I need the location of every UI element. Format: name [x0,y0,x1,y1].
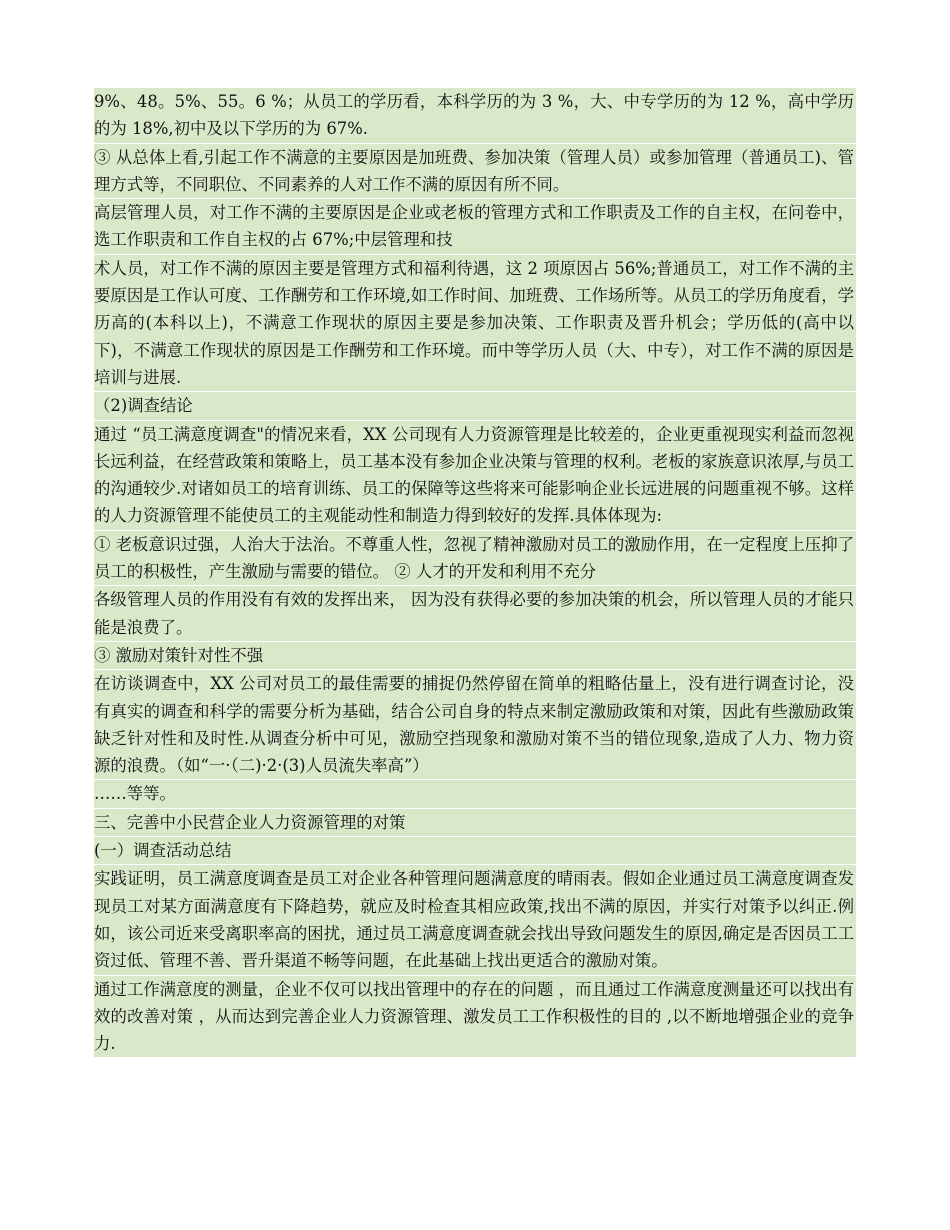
paragraph-survey-overview: 通过 “员工满意度调查"的情况来看，XX 公司现有人力资源管理是比较差的，企业更重视现实利益而忽视长远利益，在经营政策和策略上，员工基本没有参加企业决策与管理的权利。老板的家族意识浓厚,与员工的沟通较少.对诸如员工的培育训练、员工的保障等这些将来可能影响企业长远进展的问题重视不够。这样的人力资源管理不能使员工的主观能动性和制造力得到较好的发挥.具体体现为: [94,421,856,530]
paragraph-etc: ……等等。 [94,780,856,807]
heading-section-three: 三、完善中小民营企业人力资源管理的对策 [94,809,856,836]
paragraph-education-stats: 9%、48。5%、55。6 %；从员工的学历看，本科学历的为 3 %，大、中专学历的为 12 %，高中学历的为 18%,初中及以下学历的为 67%. [94,88,856,143]
paragraph-interview-survey: 在访谈调查中，XX 公司对员工的最佳需要的捕捉仍然停留在简单的粗略估量上，没有进行调查讨论，没有真实的调查和科学的需要分析为基础，结合公司自身的特点来制定激励政策和对策，因此有些激励政策缺乏针对性和及时性.从调查分析中可见，激励空挡现象和激励对策不当的错位现象,造成了人力、物力资源的浪费。（如“一·（二)·2·(3)人员流失率高”） [94,670,856,779]
paragraph-practice-proof: 实践证明，员工满意度调查是员工对企业各种管理问题满意度的晴雨表。假如企业通过员工满意度调查发现员工对某方面满意度有下降趋势，就应及时检查其相应政策,找出不满的原因，并实行对策予以纠正.例如，该公司近来受离职率高的困扰，通过员工满意度调查就会找出导致问题发生的原因,确定是否因员工工资过低、管理不善、晋升渠道不畅等问题，在此基础上找出更适合的激励对策。 [94,865,856,974]
heading-activity-summary: (一）调查活动总结 [94,837,856,864]
heading-incentive-targeting: ③ 激励对策针对性不强 [94,642,856,669]
paragraph-technical-staff: 术人员，对工作不满的原因主要是管理方式和福利待遇，这 2 项原因占 56%;普通员工，对工作不满的主要原因是工作认可度、工作酬劳和工作环境,如工作时间、加班费、工作场所等。从员工的学历角度看，学历高的(本科以上)，不满意工作现状的原因主要是参加决策、工作职责及晋升机会；学历低的(高中以下)，不满意工作现状的原因是工作酬劳和工作环境。而中等学历人员（大、中专），对工作不满的原因是培训与进展. [94,255,856,391]
heading-survey-conclusion: （2)调查结论 [94,392,856,419]
document-page [94,88,856,1058]
paragraph-satisfaction-measurement: 通过工作满意度的测量，企业不仅可以找出管理中的存在的问题 ，而且通过工作满意度测量还可以找出有效的改善对策 ，从而达到完善企业人力资源管理、激发员工工作积极性的目的 ,以不断地增强企业的竞争力. [94,976,856,1058]
paragraph-overall-reasons: ③ 从总体上看,引起工作不满意的主要原因是加班费、参加决策（管理人员）或参加管理（普通员工)、管理方式等，不同职位、不同素养的人对工作不满的原因有所不同。 [94,144,856,199]
paragraph-boss-awareness: ① 老板意识过强，人治大于法治。不尊重人性，忽视了精神激励对员工的激励作用，在一定程度上压抑了员工的积极性，产生激励与需要的错位。 ② 人才的开发和利用不充分 [94,531,856,586]
paragraph-managers-role: 各级管理人员的作用没有有效的发挥出来， 因为没有获得必要的参加决策的机会，所以管理人员的才能只能是浪费了。 [94,586,856,641]
paragraph-senior-management: 高层管理人员，对工作不满的主要原因是企业或老板的管理方式和工作职责及工作的自主权，在问卷中，选工作职责和工作自主权的占 67%;中层管理和技 [94,199,856,254]
